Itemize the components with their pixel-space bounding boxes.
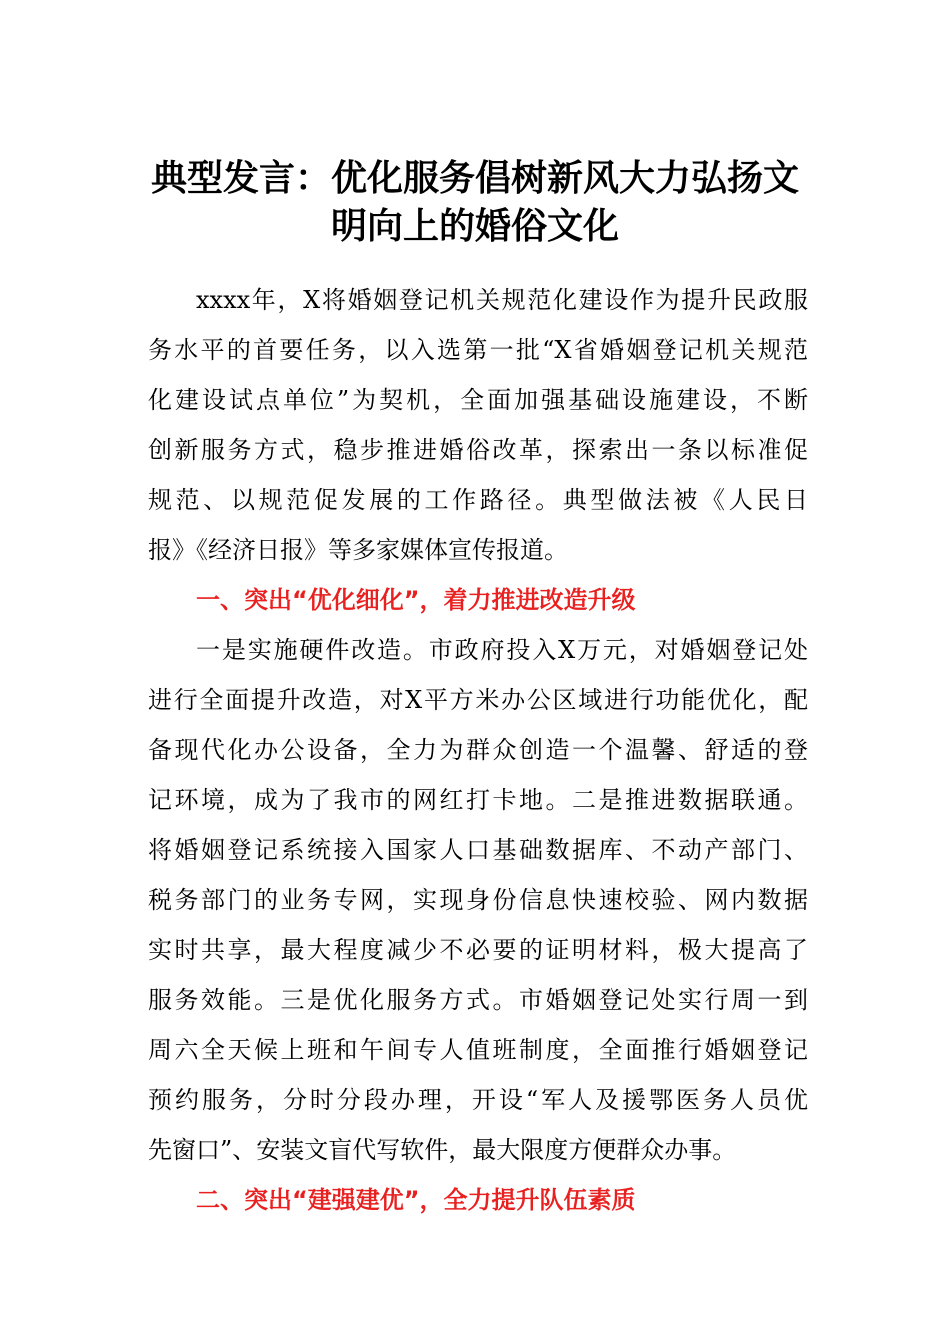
paragraph-2-line: 将婚姻登记系统接入国家人口基础数据库、不动产部门、 [148,836,808,864]
paragraph-2-line: 备现代化办公设备，全力为群众创造一个温馨、舒适的登 [148,736,808,764]
paragraph-2-line: 税务部门的业务专网，实现身份信息快速校验、网内数据 [148,886,808,914]
paragraph-1-line: 创新服务方式，稳步推进婚俗改革，探索出一条以标准促 [148,436,808,464]
paragraph-2-line: 实时共享，最大程度减少不必要的证明材料，极大提高了 [148,936,808,964]
paragraph-1-line: 务水平的首要任务，以入选第一批“X省婚姻登记机关规范 [148,336,808,364]
document-title-line-2: 明向上的婚俗文化 [330,205,619,247]
paragraph-2-line: 预约服务，分时分段办理，开设“军人及援鄂医务人员优 [148,1086,808,1114]
paragraph-1-line: 化建设试点单位”为契机，全面加强基础设施建设，不断 [148,386,808,414]
document-title-line-1: 典型发言：优化服务倡树新风大力弘扬文 [150,157,799,199]
paragraph-2-line: 记环境，成为了我市的网红打卡地。二是推进数据联通。 [148,786,808,814]
section-heading-2: 二、突出“建强建优”，全力提升队伍素质 [196,1186,636,1214]
paragraph-2-line: 先窗口”、安装文盲代写软件，最大限度方便群众办事。 [148,1136,737,1164]
paragraph-2-line: 进行全面提升改造，对X平方米办公区域进行功能优化，配 [148,686,808,714]
paragraph-1-line: xxxx年，X将婚姻登记机关规范化建设作为提升民政服 [196,286,808,314]
paragraph-2-line: 周六全天候上班和午间专人值班制度，全面推行婚姻登记 [148,1036,808,1064]
section-heading-1: 一、突出“优化细化”，着力推进改造升级 [196,586,636,614]
paragraph-1-line: 报》《经济日报》等多家媒体宣传报道。 [148,536,568,564]
paragraph-1-line: 规范、以规范促发展的工作路径。典型做法被《人民日 [148,486,808,514]
paragraph-2-line: 一是实施硬件改造。市政府投入X万元，对婚姻登记处 [196,636,808,664]
paragraph-2-line: 服务效能。三是优化服务方式。市婚姻登记处实行周一到 [148,986,808,1014]
